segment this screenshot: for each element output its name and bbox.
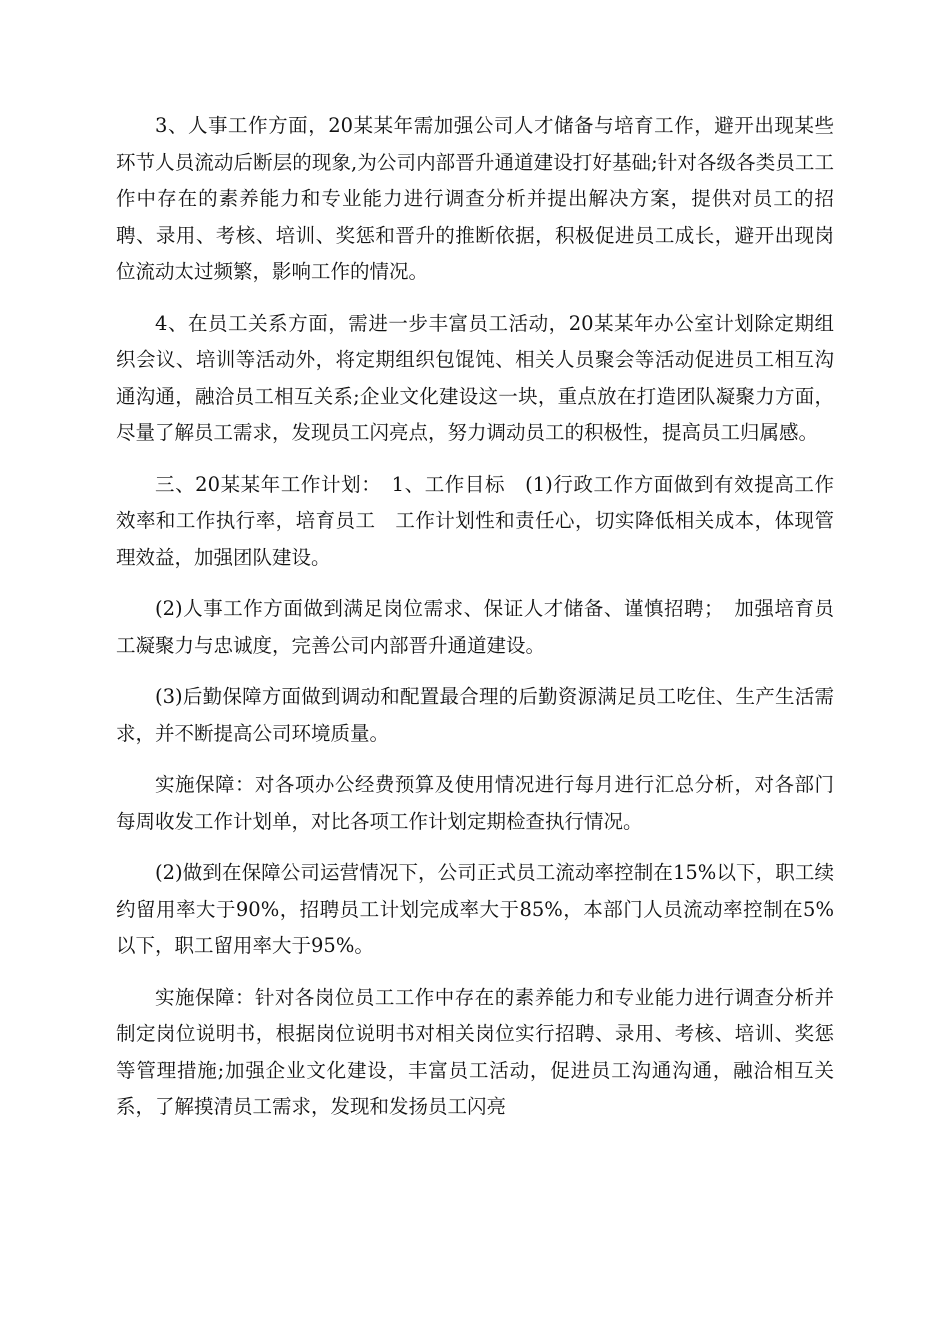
paragraph-implementation-2: 实施保障：针对各岗位员工工作中存在的素养能力和专业能力进行调查分析并制定岗位说明书，根据岗位说明书对相关岗位实行招聘、录用、考核、培训、奖惩等管理措施;加强企业文化建设，丰富员工活动，促进员工沟通沟通，融洽相互关系，了解摸清员工需求，发现和发扬员工闪亮 [116, 985, 834, 1118]
paragraph-employee-relations: 4、在员工关系方面，需进一步丰富员工活动，20某某年办公室计划除定期组织会议、培训等活动外，将定期组织包馄饨、相关人员聚会等活动促进员工相互沟通沟通，融洽员工相互关系;企业文化建设这一块，重点放在打造团队凝聚力方面，尽量了解员工需求，发现员工闪亮点，努力调动员工的积极性，提高员工归属感。 [116, 311, 834, 444]
paragraph-hr-goal: (2)人事工作方面做到满足岗位需求、保证人才储备、谨慎招聘； 加强培育员工凝聚力与忠诚度，完善公司内部晋升通道建设。 [116, 597, 834, 657]
paragraph-work-plan-goals: 三、20某某年工作计划： 1、工作目标 (1)行政工作方面做到有效提高工作效率和工作执行率，培育员工 工作计划性和责任心，切实降低相关成本，体现管理效益，加强团队建设。 [116, 472, 834, 569]
document-body [116, 108, 834, 1141]
paragraph-hr-work: 3、人事工作方面，20某某年需加强公司人才储备与培育工作，避开出现某些环节人员流动后断层的现象,为公司内部晋升通道建设打好基础;针对各级各类员工工作中存在的素养能力和专业能力进行调查分析并提出解决方案，提供对员工的招聘、录用、考核、培训、奖惩和晋升的推断依据，积极促进员工成长，避开出现岗位流动太过频繁，影响工作的情况。 [116, 114, 834, 283]
paragraph-implementation-1: 实施保障：对各项办公经费预算及使用情况进行每月进行汇总分析，对各部门每周收发工作计划单，对比各项工作计划定期检查执行情况。 [116, 773, 834, 833]
paragraph-turnover-targets: (2)做到在保障公司运营情况下，公司正式员工流动率控制在15%以下，职工续约留用率大于90%，招聘员工计划完成率大于85%，本部门人员流动率控制在5%以下，职工留用率大于95%。 [116, 861, 834, 957]
paragraph-logistics-goal: (3)后勤保障方面做到调动和配置最合理的后勤资源满足员工吃住、生产生活需求，并不断提高公司环境质量。 [116, 685, 834, 745]
